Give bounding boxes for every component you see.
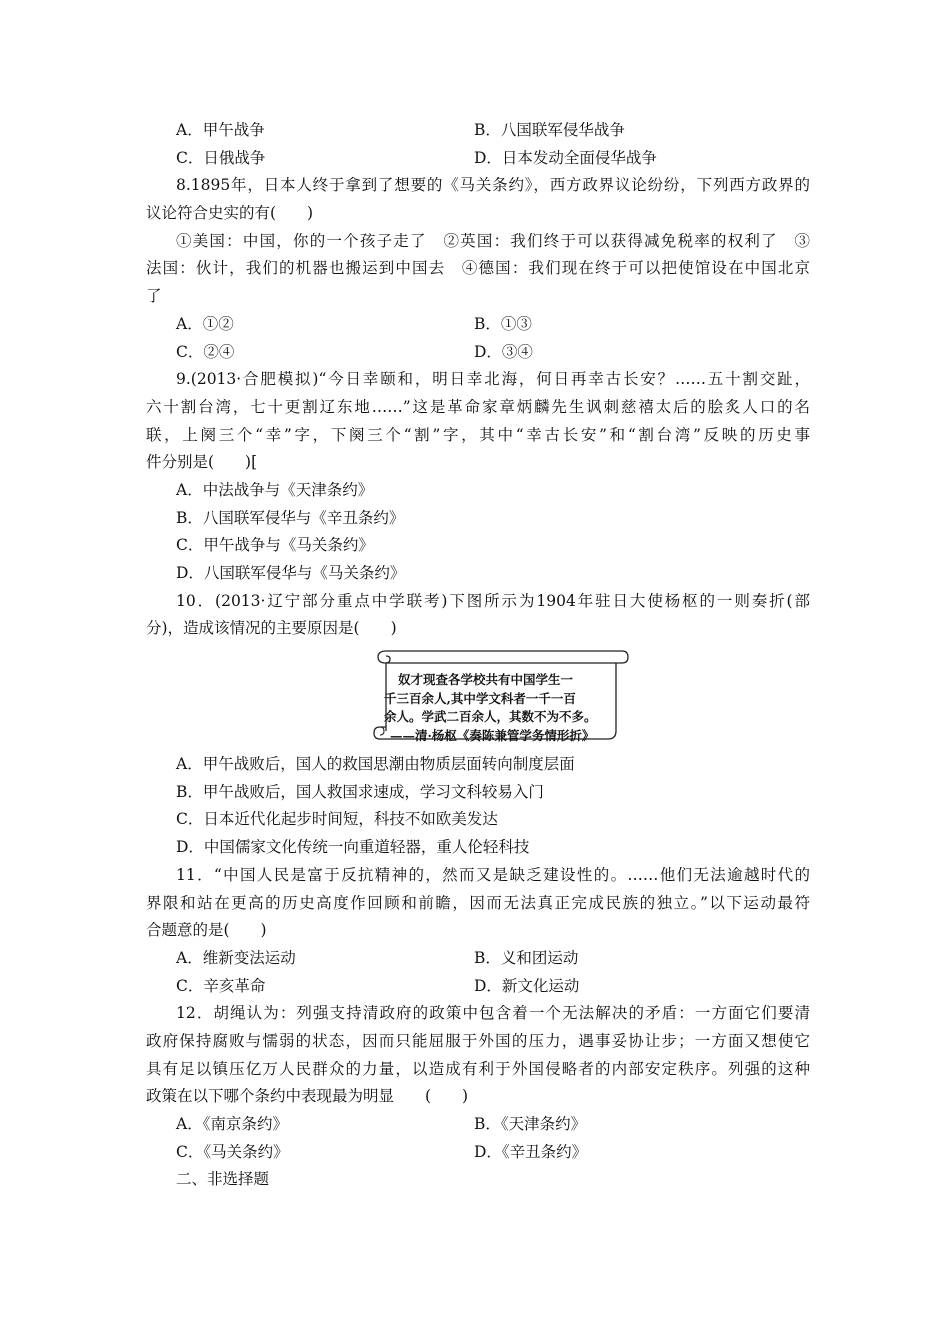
- q7-option-a: A．甲午战争: [176, 121, 265, 139]
- q12-stem-line-3: 具有足以镇压亿万人民群众的力量，以造成有利于外国侵略者的内部安定秩序。列强的这种: [146, 1059, 810, 1078]
- q12-option-a: A．《南京条约》: [176, 1115, 288, 1133]
- q8-option-d: D．③④: [474, 342, 533, 361]
- q12-options-row-2: [146, 1139, 810, 1167]
- q11-option-d: D．新文化运动: [474, 976, 580, 995]
- q8-stem-line-2: 议论符合史实的有( ): [146, 204, 314, 223]
- q11-option-c: C．辛亥革命: [176, 976, 266, 995]
- scroll-line-3: 余人。学武二百余人，其数不为不多。: [384, 709, 597, 725]
- q9-option-a: A．中法战争与《天津条约》: [176, 480, 374, 499]
- q11-stem-line-3: 合题意的是( ): [146, 921, 267, 940]
- q8-items-line-3: 了: [146, 287, 162, 306]
- q10-option-a: A．甲午战败后，国人的救国思潮由物质层面转向制度层面: [176, 755, 575, 774]
- q11-stem-line-2: 界限和站在更高的历史高度作回顾和前瞻，因而无法真正完成民族的独立。”以下运动最符: [146, 893, 810, 912]
- q10-figure: [146, 643, 810, 751]
- q12-stem-line-1: 12．胡绳认为：列强支持清政府的政策中包含着一个无法解决的矛盾：一方面它们要清: [176, 1004, 810, 1023]
- q11-stem-line-1: 11．“中国人民是富于反抗精神的，然而又是缺乏建设性的。……他们无法逾越时代的: [176, 865, 810, 884]
- q9-stem-line-4: 件分别是( )[: [146, 453, 258, 472]
- q8-stem-line-1: 8.1895年，日本人终于拿到了想要的《马关条约》，西方政界议论纷纷，下列西方政界的: [176, 176, 810, 195]
- document-page: [146, 117, 810, 1194]
- q7-options-row-1: [146, 117, 810, 145]
- q9-stem-line-3: 联，上阕三个“幸”字，下阕三个“割”字，其中“幸古长安”和“割台湾”反映的历史事: [146, 425, 810, 444]
- scroll-line-1: 奴才现查各学校共有中国学生一: [398, 672, 574, 688]
- q8-items-line-2: 法国：伙计，我们的机器也搬运到中国去 ④德国：我们现在终于可以把使馆设在中国北京: [146, 259, 810, 278]
- q11-option-a: A．维新变法运动: [176, 948, 296, 967]
- section-title-non-choice: 二、非选择题: [176, 1170, 270, 1189]
- q12-option-d: D．《辛丑条约》: [474, 1142, 588, 1161]
- q8-option-a: A．①②: [176, 314, 234, 333]
- scroll-quote: [384, 671, 622, 745]
- q10-stem-line-1: 10．(2013·辽宁部分重点中学联考)下图所示为1904年驻日大使杨枢的一则奏折(部: [176, 591, 810, 610]
- q12-stem-line-2: 政府保持腐败与懦弱的状态，因而只能屈服于外国的压力，遇事妥协让步；一方面又想使它: [146, 1031, 810, 1050]
- q7-options-row-2: [146, 145, 810, 173]
- q7-option-b: B．八国联军侵华战争: [474, 121, 625, 139]
- q9-option-b: B．八国联军侵华与《辛丑条约》: [176, 508, 405, 527]
- q10-option-c: C．日本近代化起步时间短，科技不如欧美发达: [176, 810, 498, 829]
- q8-items-line-1: ①美国：中国，你的一个孩子走了 ②英国：我们终于可以获得减免税率的权利了 ③: [176, 231, 810, 250]
- scroll-source: ——清·杨枢《奏陈兼管学务情形折》: [390, 727, 595, 743]
- q11-option-b: B．义和团运动: [474, 948, 579, 967]
- q12-option-b: B．《天津条约》: [474, 1115, 587, 1133]
- q12-options-row-1: [146, 1111, 810, 1139]
- q9-stem-line-2: 六十割台湾，七十更割辽东地……”这是革命家章炳麟先生讽刺慈禧太后的脍炙人口的名: [146, 397, 810, 416]
- q10-option-b: B．甲午战败后，国人救国求速成，学习文科较易入门: [176, 782, 544, 801]
- q9-option-c: C．甲午战争与《马关条约》: [176, 536, 374, 555]
- q12-option-c: C．《马关条约》: [176, 1142, 289, 1161]
- q8-option-c: C．②④: [176, 342, 235, 361]
- q11-options-row-2: [146, 973, 810, 1001]
- scroll-image: [372, 647, 632, 745]
- q9-option-d: D．八国联军侵华与《马关条约》: [176, 564, 406, 582]
- q8-options-row-1: [146, 311, 810, 339]
- scroll-line-2: 千三百余人,其中学文科者一千一百: [384, 690, 576, 706]
- q11-options-row-1: [146, 945, 810, 973]
- q7-option-c: C．日俄战争: [176, 148, 266, 167]
- q10-option-d: D．中国儒家文化传统一向重道轻器，重人伦轻科技: [176, 838, 530, 857]
- q8-options-row-2: [146, 339, 810, 367]
- q9-stem-line-1: 9.(2013·合肥模拟)“今日幸颐和，明日幸北海，何日再幸古长安？……五十割交趾，: [176, 370, 810, 389]
- q10-stem-line-2: 分)，造成该情况的主要原因是( ): [146, 619, 397, 638]
- q12-stem-line-4: 政策在以下哪个条约中表现最为明显 ( ): [146, 1087, 469, 1106]
- q8-option-b: B．①③: [474, 314, 532, 333]
- q7-option-d: D．日本发动全面侵华战争: [474, 148, 657, 167]
